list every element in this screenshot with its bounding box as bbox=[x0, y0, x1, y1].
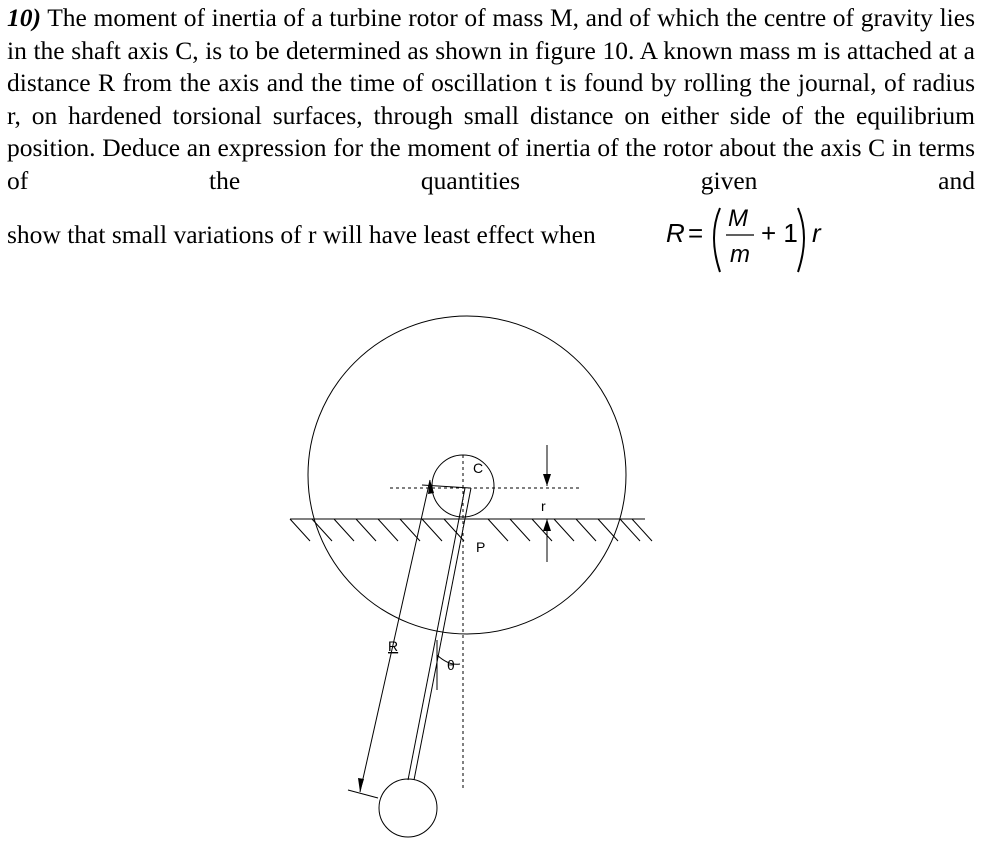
label-c: C bbox=[473, 460, 484, 476]
problem-number: 10) bbox=[7, 3, 41, 32]
attached-mass bbox=[379, 779, 437, 837]
formula-multiplier: r bbox=[812, 218, 821, 248]
problem-body: The moment of inertia of a turbine rotor of mass M, and of which the centre of gravity lies in the shaft axis C, is to be determined as shown in figure 10. A known mass m is attached at a distance R from the axis and the time of oscillation t is found by rolling the journal, of radius r, on hardened torsional surfaces, through small distance on either side of the equilibrium position. Deduce an expression for the moment of inertia of the rotor about the axis C in terms of the quantities given and bbox=[7, 3, 975, 195]
label-r-large: R bbox=[388, 638, 399, 654]
formula-lhs: R bbox=[666, 218, 685, 248]
r-dimension-arrow-bottom bbox=[358, 778, 364, 792]
radius-arrow-upper bbox=[543, 474, 551, 486]
label-r-small: r bbox=[541, 498, 546, 514]
formula-denominator: m bbox=[730, 241, 750, 268]
formula-numerator: M bbox=[728, 205, 748, 232]
formula-plus-one: + 1 bbox=[761, 218, 798, 248]
problem-last-line: show that small variations of r will have least effect when bbox=[7, 220, 596, 249]
formula-equals: = bbox=[688, 218, 704, 248]
radius-arrow-lower bbox=[543, 519, 551, 531]
label-p: P bbox=[476, 539, 486, 555]
surface-hatching bbox=[290, 519, 652, 541]
r-dimension-line bbox=[360, 480, 430, 792]
label-theta: θ bbox=[447, 657, 455, 673]
rotor-disc bbox=[308, 316, 626, 634]
r-dimension-tick-bottom bbox=[348, 790, 378, 798]
